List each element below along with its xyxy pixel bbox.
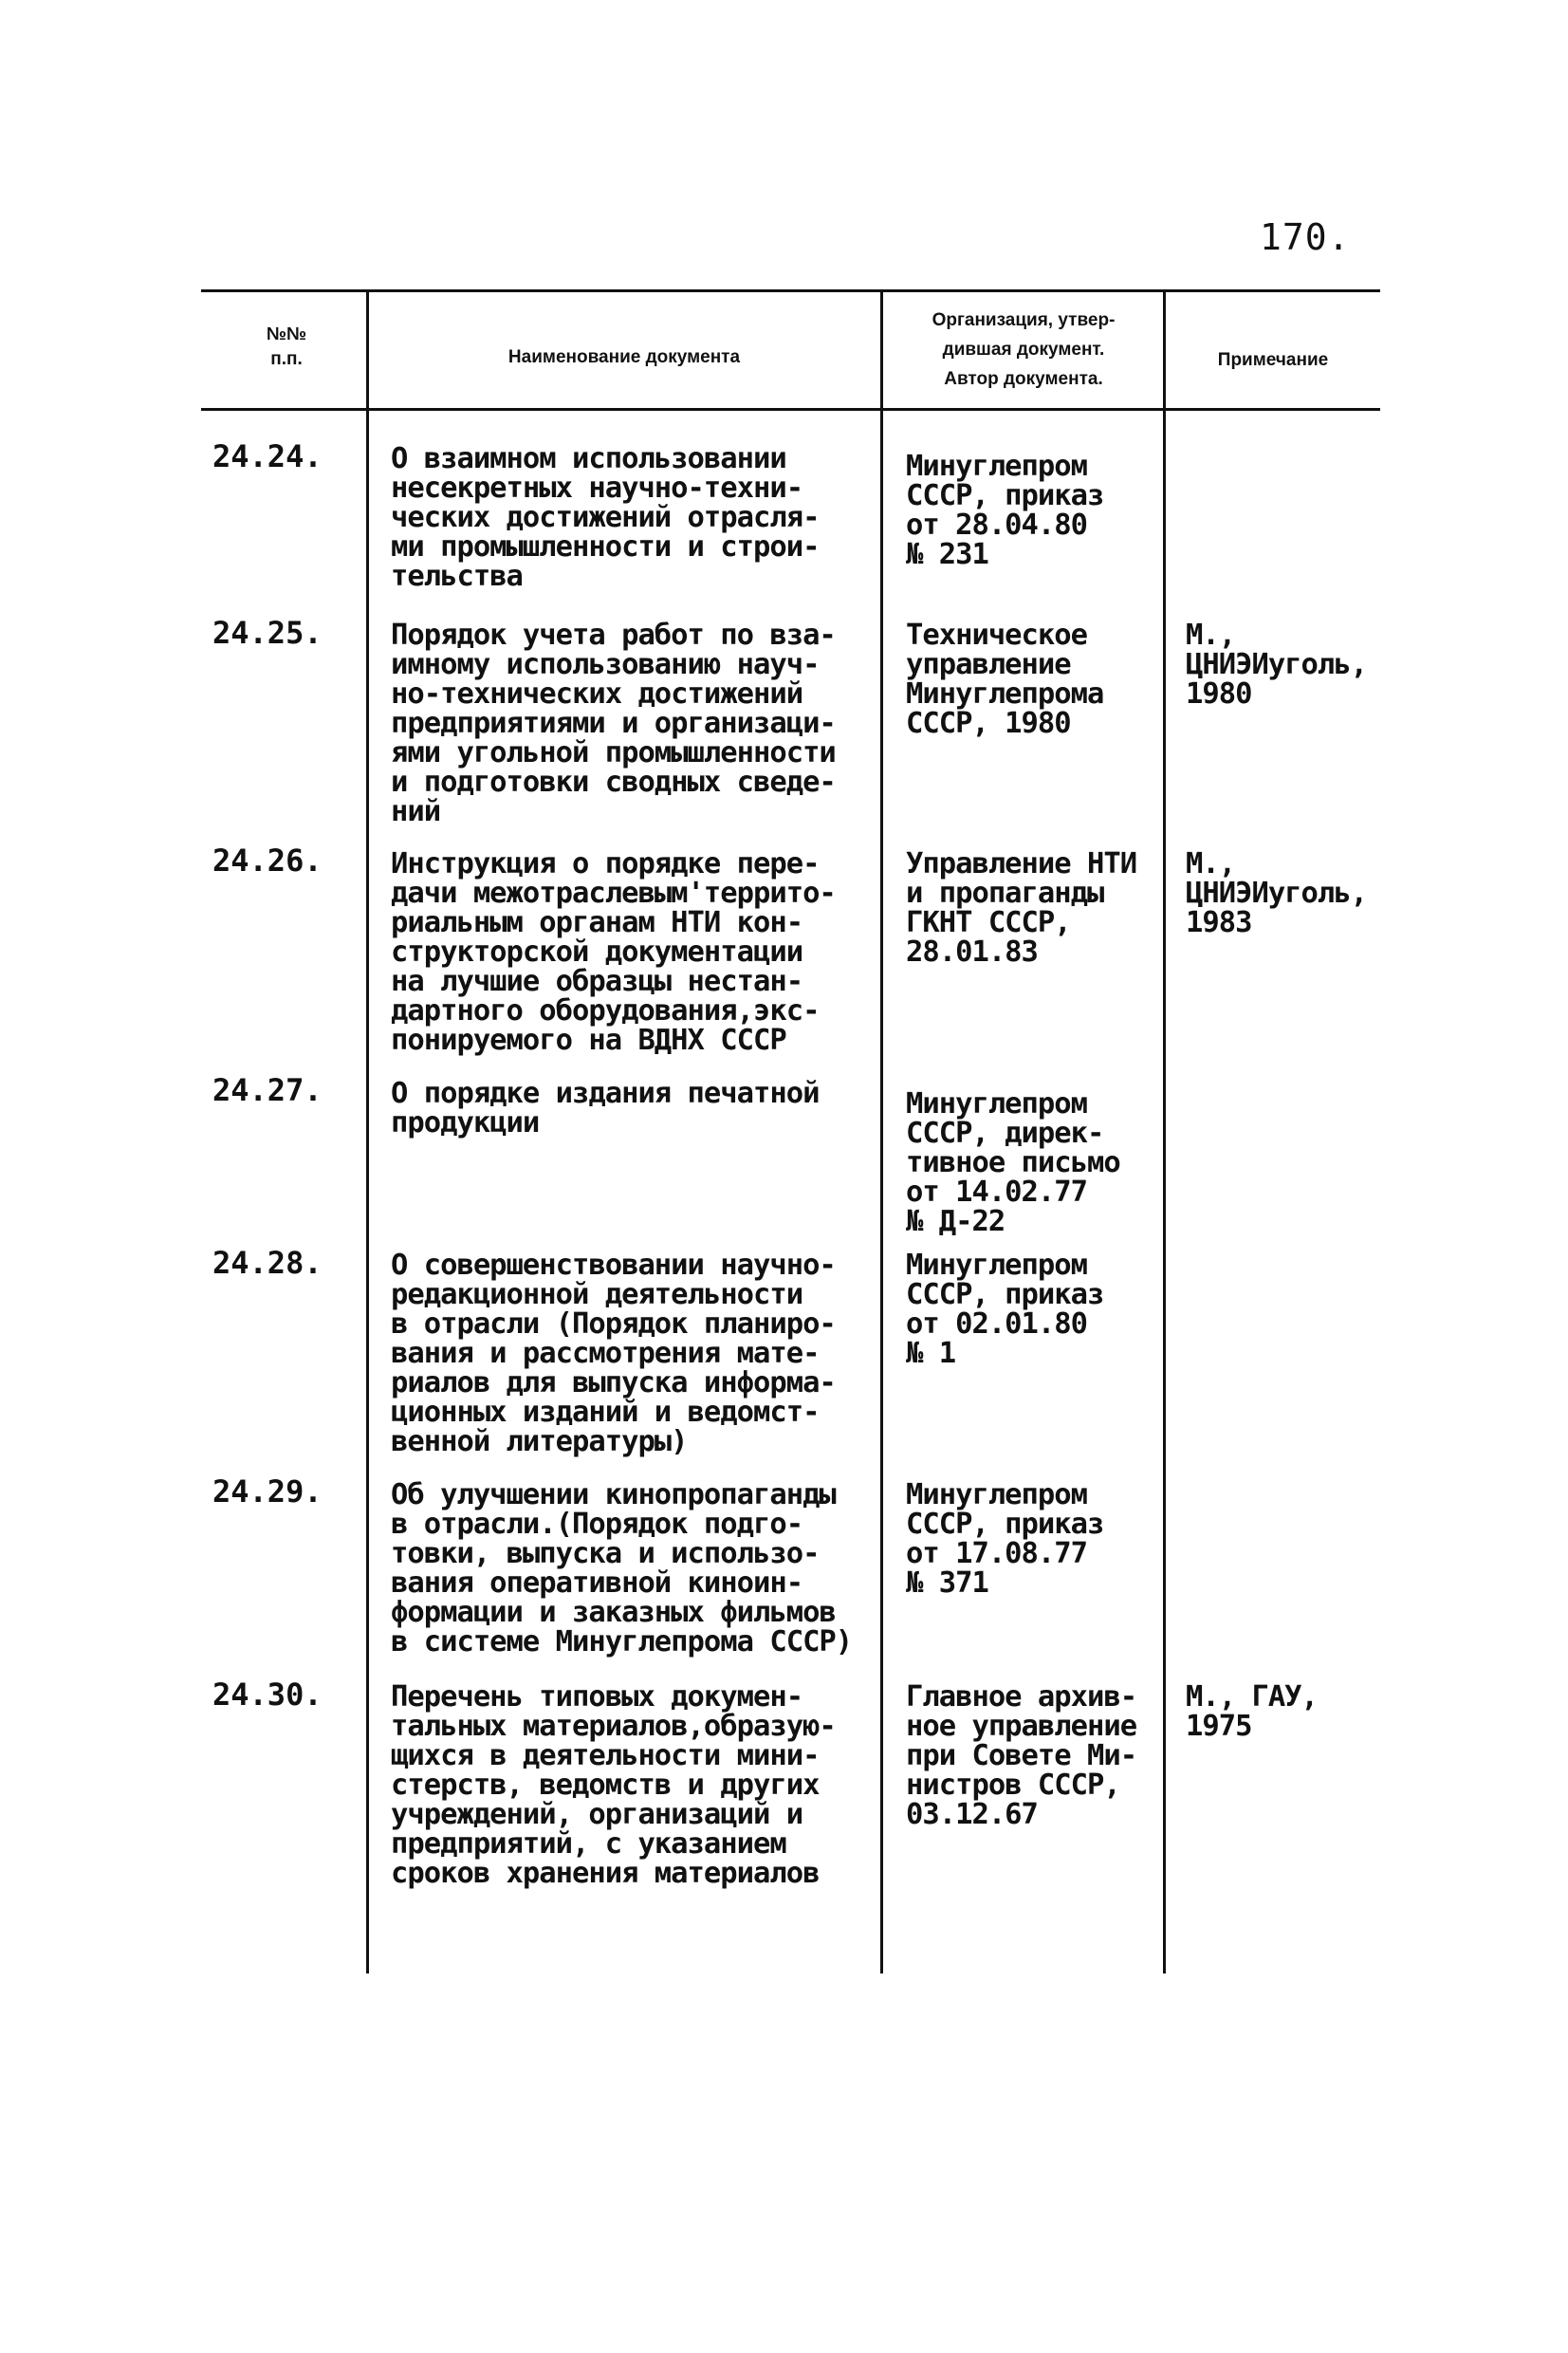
row-number: 24.26. [212, 843, 323, 879]
row-number: 24.28. [212, 1245, 323, 1281]
column-divider-2 [880, 289, 883, 1973]
document-name: О совершенствовании научно- редакционной деятельности в отрасли (Порядок планиро- вания и рассмотрения мате- риалов для выпуска информа- ционных изданий и ведомст- венной литературы) [391, 1249, 836, 1458]
row-number: 24.30. [212, 1677, 323, 1713]
document-name: О взаимном использовании несекретных научно-техни- ческих достижений отрасля- ми промышленности и строи- тельства [391, 442, 820, 593]
header-col-org: Организация, утвер- дившая документ. Автор документа. [932, 310, 1116, 389]
document-name: Об улучшении кинопропаганды в отрасли.(Порядок подго- товки, выпуска и использо- вания оперативной киноин- формации и заказных фильмов в системе Минуглепрома СССР) [391, 1478, 853, 1658]
organization: Управление НТИ и пропаганды ГКНТ СССР, 28.01.83 [906, 847, 1137, 969]
row-number: 24.27. [212, 1072, 323, 1108]
table-header-rule [201, 408, 1380, 411]
organization: Минуглепром СССР, дирек- тивное письмо от 14.02.77 № Д-22 [906, 1087, 1120, 1238]
header-col-note: Примечание [1217, 350, 1329, 370]
column-divider-3 [1163, 289, 1166, 1973]
header-col-name: Наименование документа [507, 347, 741, 367]
table-top-rule [201, 289, 1380, 292]
note: М., ЦНИЭИуголь, 1983 [1186, 847, 1367, 939]
document-name: Порядок учета работ по вза- имному использованию науч- но-технических достижений предприятиями и организаци- ями угольной промышленности и подготовки сводных сведе- ний [391, 619, 836, 828]
organization: Техническое управление Минуглепрома СССР, 1980 [906, 619, 1104, 740]
row-number: 24.25. [212, 615, 323, 651]
document-name: Перечень типовых докумен- тальных материалов,образую- щихся в деятельности мини- стерств, ведомств и других учреждений, организаций и предприятий, с указанием сроков хранения материалов [391, 1680, 836, 1890]
row-number: 24.24. [212, 438, 323, 474]
page-number: 170. [1260, 216, 1351, 258]
header-col-num: №№ п.п. [266, 324, 307, 369]
column-divider-1 [366, 289, 369, 1973]
document-name: О порядке издания печатной продукции [391, 1077, 820, 1139]
row-number: 24.29. [212, 1473, 323, 1510]
document-name: Инструкция о порядке пере- дачи межотраслевым'террито- риальным органам НТИ кон- структорской документации на лучшие образцы нестан- дартного оборудования,экс- понируемого на ВДНХ СССР [391, 847, 836, 1057]
organization: Минуглепром СССР, приказ от 02.01.80 № 1 [906, 1249, 1104, 1370]
organization: Минуглепром СССР, приказ от 17.08.77 № 371 [906, 1478, 1104, 1600]
note: М., ГАУ, 1975 [1186, 1680, 1318, 1743]
organization: Минуглепром СССР, приказ от 28.04.80 № 231 [906, 450, 1104, 571]
organization: Главное архив- ное управление при Совете Ми- нистров СССР, 03.12.67 [906, 1680, 1137, 1831]
note: М., ЦНИЭИуголь, 1980 [1186, 619, 1367, 711]
